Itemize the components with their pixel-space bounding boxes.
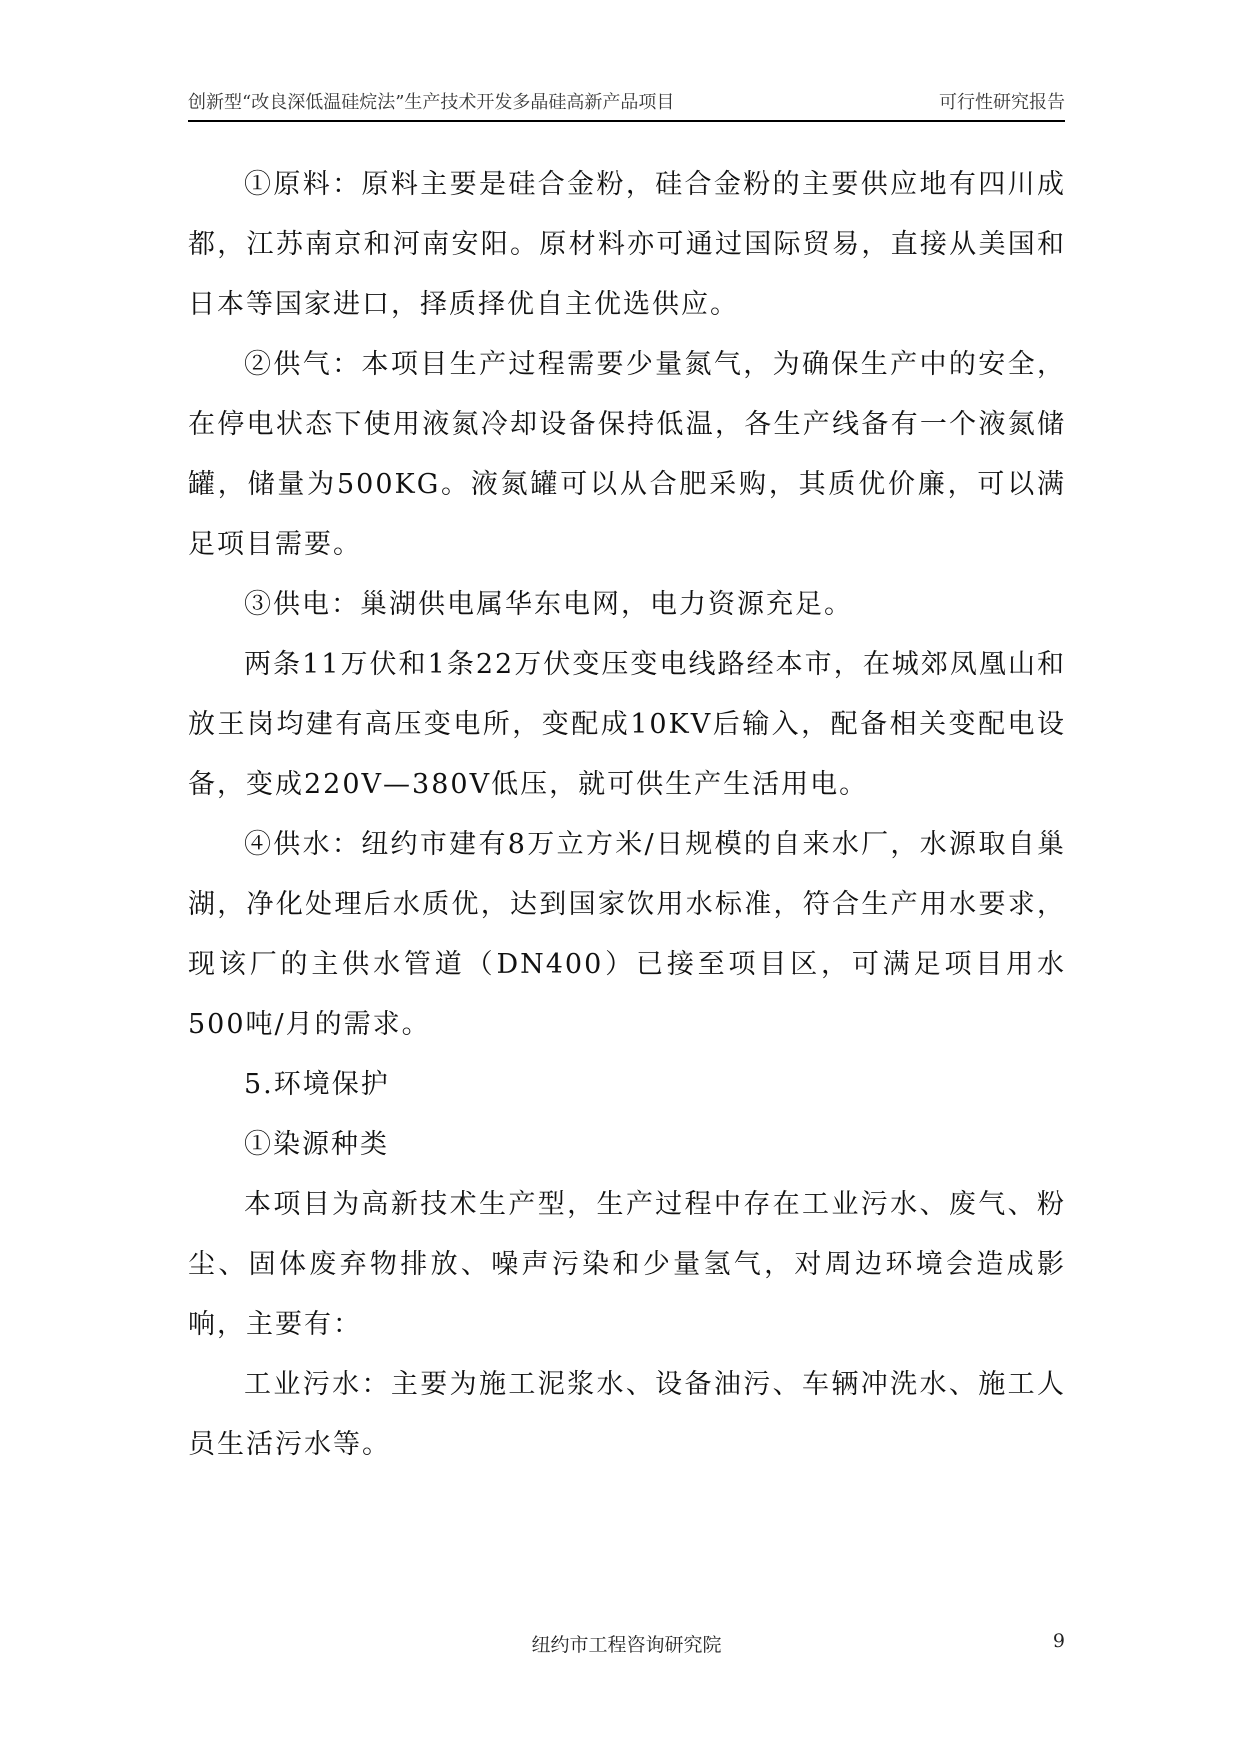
page-header — [188, 84, 1065, 122]
section-heading-environment: 5.环境保护 — [244, 1069, 390, 1100]
paragraph-raw-materials: ①原料：原料主要是硅合金粉，硅合金粉的主要供应地有四川成都，江苏南京和河南安阳。原材料亦可通过国际贸易，直接从美国和日本等国家进口，择质择优自主优选供应。 — [188, 169, 1066, 320]
paragraph-water-supply: ④供水：纽约市建有8万立方米/日规模的自来水厂，水源取自巢湖，净化处理后水质优，达到国家饮用水标准，符合生产用水要求，现该厂的主供水管道（DN400）已接至项目区，可满足项目用水500吨/月的需求。 — [188, 829, 1066, 1040]
footer-organization: 纽约市工程咨询研究院 — [531, 1634, 722, 1656]
paragraph-power-supply: ③供电：巢湖供电属华东电网，电力资源充足。 — [244, 589, 853, 620]
page-number: 9 — [1052, 1630, 1065, 1652]
paragraph-industrial-wastewater: 工业污水：主要为施工泥浆水、设备油污、车辆冲洗水、施工人员生活污水等。 — [188, 1369, 1066, 1460]
header-title: 创新型“改良深低温硅烷法”生产技术开发多晶硅高新产品项目 — [188, 92, 675, 113]
paragraph-power-lines: 两条11万伏和1条22万伏变压变电线路经本市，在城郊凤凰山和放王岗均建有高压变电所，变配成10KV后输入，配备相关变配电设备，变成220V—380V低压，就可供生产生活用电。 — [188, 649, 1066, 800]
paragraph-pollution-overview: 本项目为高新技术生产型，生产过程中存在工业污水、废气、粉尘、固体废弃物排放、噪声污染和少量氢气，对周边环境会造成影响，主要有： — [188, 1189, 1066, 1340]
document-body — [188, 155, 1066, 1475]
page-footer — [188, 1630, 1065, 1660]
subheading-pollution-types: ①染源种类 — [244, 1129, 389, 1160]
paragraph-gas-supply: ②供气：本项目生产过程需要少量氮气，为确保生产中的安全，在停电状态下使用液氮冷却设备保持低温，各生产线备有一个液氮储罐，储量为500KG。液氮罐可以从合肥采购，其质优价廉，可以满足项目需要。 — [188, 349, 1066, 560]
header-doc-type: 可行性研究报告 — [939, 92, 1065, 113]
